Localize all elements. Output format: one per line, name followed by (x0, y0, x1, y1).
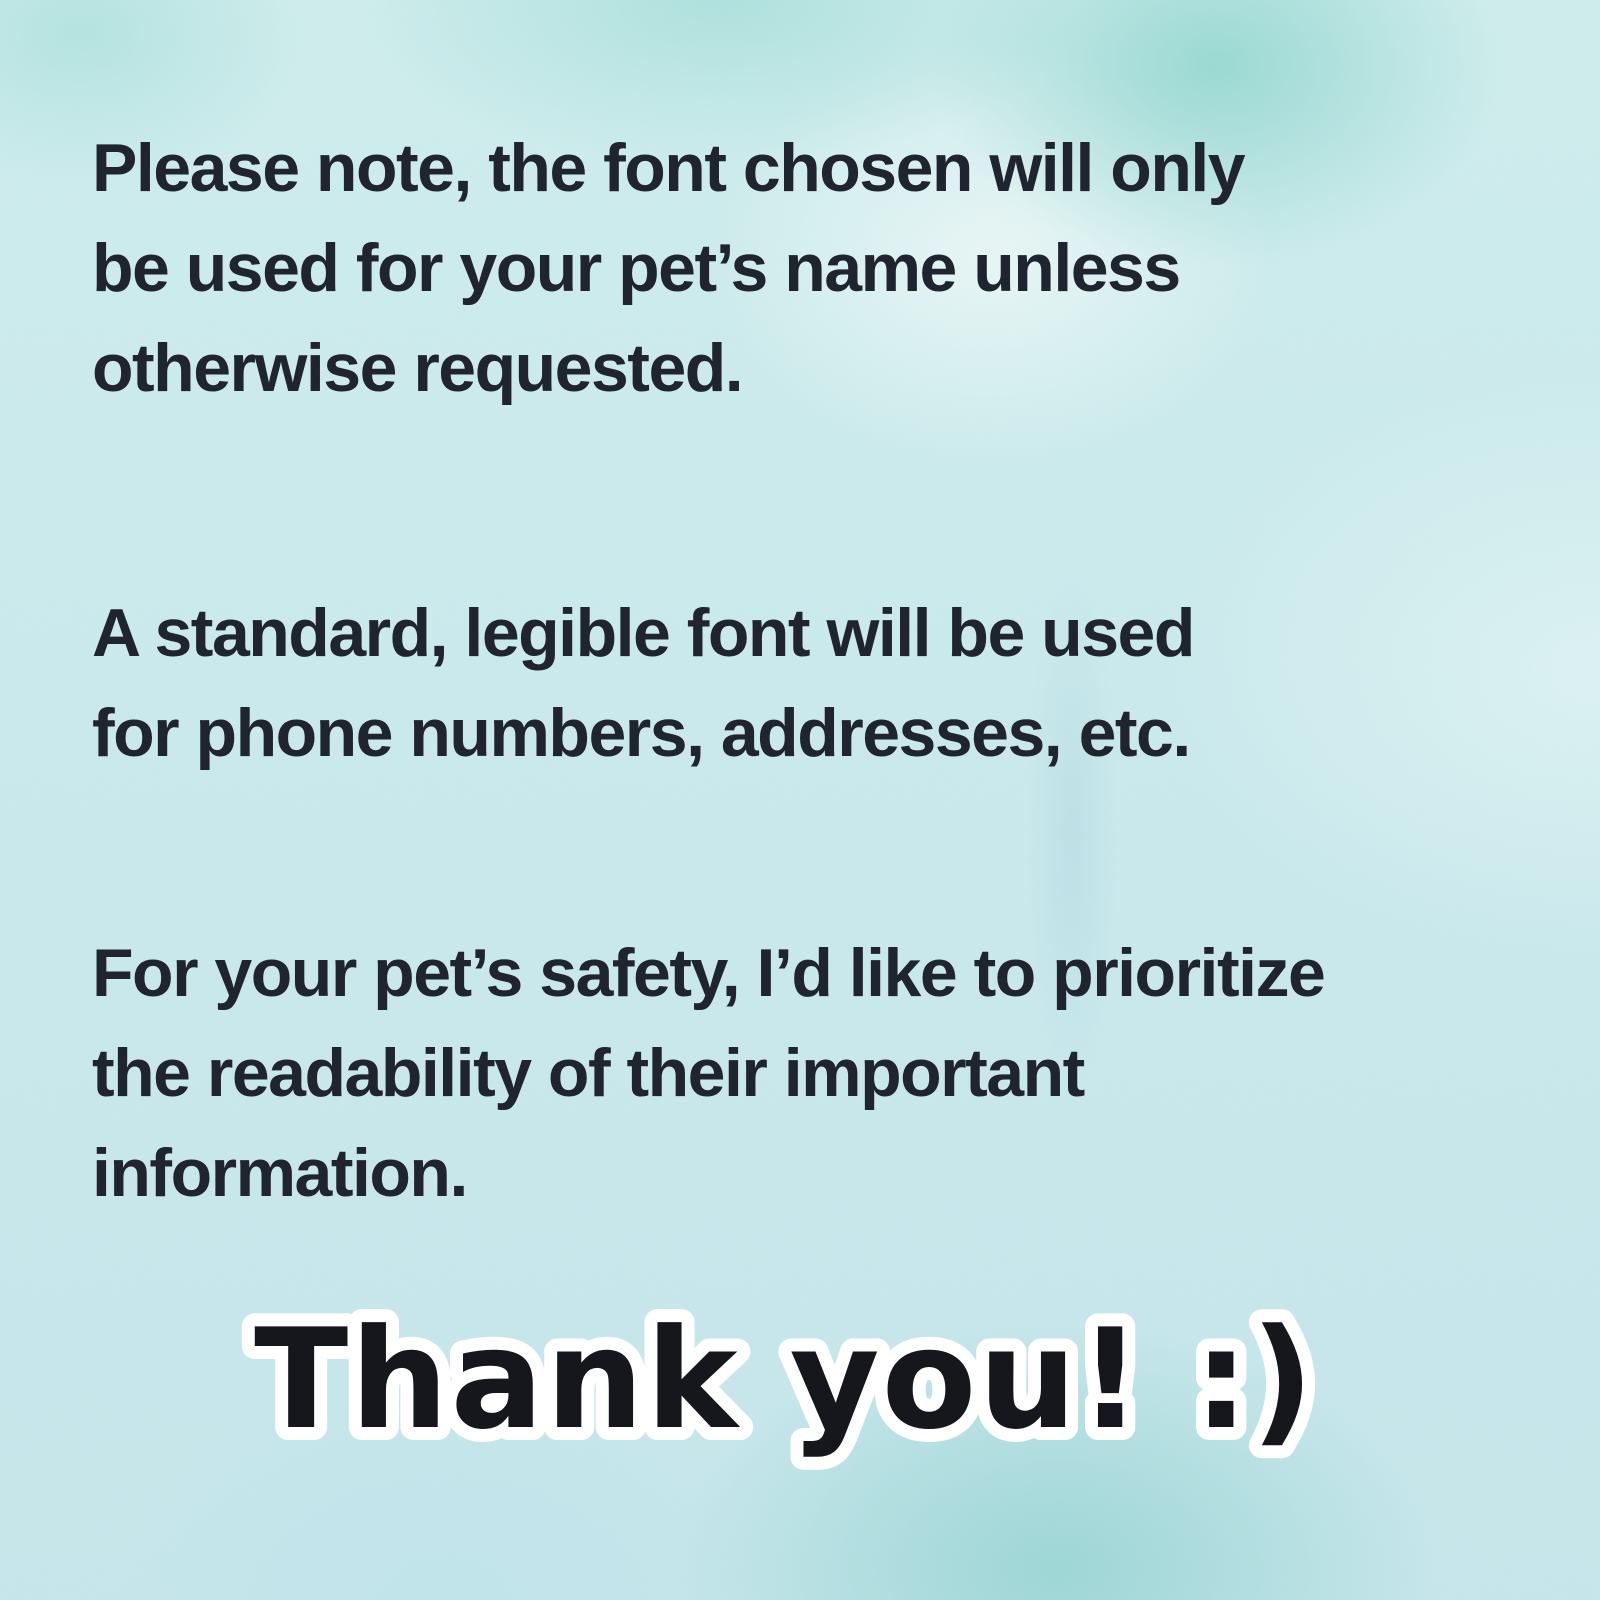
notice-line: A standard, legible font will be used (92, 595, 1194, 671)
notice-paragraph-safety (92, 923, 1540, 1223)
notice-paragraph-font-choice (92, 118, 1540, 418)
notice-line: the readability of their important (92, 1035, 1084, 1111)
thank-you-text: Thank you! :) (254, 1299, 1316, 1460)
notice-line: information. (92, 1135, 467, 1211)
notice-paragraph-standard-font (92, 583, 1540, 783)
notice-line: otherwise requested. (92, 330, 743, 406)
notice-line: for phone numbers, addresses, etc. (92, 695, 1190, 771)
notice-line: Please note, the font chosen will only (92, 130, 1245, 206)
thank-you-sticker (0, 1195, 1600, 1495)
notice-line: For your pet’s safety, I’d like to prioritize (92, 935, 1325, 1011)
notice-line: be used for your pet’s name unless (92, 230, 1180, 306)
